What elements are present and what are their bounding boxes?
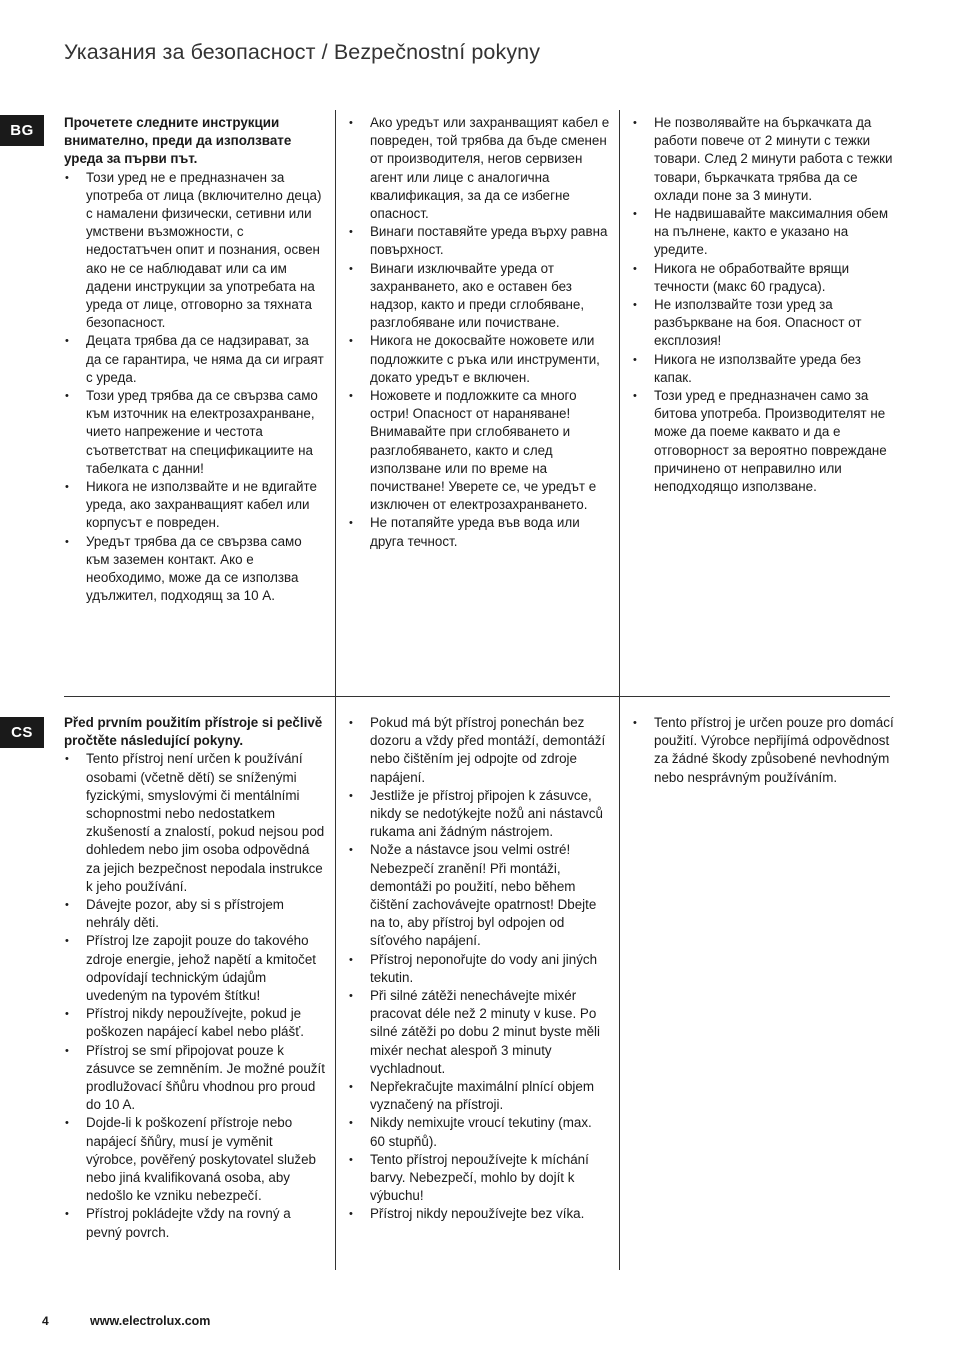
instruction-item: • Не потапяйте уреда във вода или друга течност. <box>348 514 610 550</box>
bg-intro-text: Прочетете следните инструкции внимателно, преди да използвате уреда за първи път. <box>64 115 292 167</box>
instruction-item: • Този уред трябва да се свързва само към източник на електрозахранване, чието напрежение и честота съответстват на спецификациите на табелката с данни! <box>64 387 326 478</box>
bg-instructions-list-2 <box>348 114 610 551</box>
instruction-item: • Nože a nástavce jsou velmi ostré! Nebezpečí zranění! Při montáži, demontáži po použití, nebo během čištění zachovávejte opatrnost! Dbejte na to, aby přístroj byl odpojen od síťového napájení. <box>348 841 610 950</box>
instruction-item: • Jestliže je přístroj připojen k zásuvce, nikdy se nedotýkejte nožů ani nástavců rukama ani žádným nástrojem. <box>348 787 610 842</box>
column-divider <box>335 696 336 1270</box>
footer-url: www.electrolux.com <box>90 1314 211 1328</box>
column-divider <box>335 110 336 696</box>
cs-intro-text: Před prvním použitím přístroje si pečlivě pročtěte následující pokyny. <box>64 715 323 749</box>
instruction-item: • Přístroj nikdy nepoužívejte, pokud je poškozen napájecí kabel nebo plášť. <box>64 1005 326 1041</box>
instruction-item: • Nepřekračujte maximální plnící objem vyznačený na přístroji. <box>348 1078 610 1114</box>
bg-column-3 <box>632 114 894 496</box>
instruction-item: • Tento přístroj není určen k používání osobami (včetně dětí) se sníženými fyzickými, smyslovými či mentálními schopnostmi nebo nedostatkem zkušeností a znalostí, pokud nejsou pod dohledem nebo jim osoba odpovědná za jejich bezpečnost nepodala instrukce k jeho používání. <box>64 750 326 896</box>
bg-instructions-list-3 <box>632 114 894 496</box>
instruction-item: • Přístroj se smí připojovat pouze k zásuvce se zemněním. Je možné použít prodlužovací šňůru vhodnou pro proud do 10 A. <box>64 1042 326 1115</box>
instruction-item: • Никога не използвайте уреда без капак. <box>632 351 894 387</box>
instruction-item: • Tento přístroj nepoužívejte k míchání barvy. Nebezpečí, mohlo by dojít k výbuchu! <box>348 1151 610 1206</box>
instruction-item: • Dávejte pozor, aby si s přístrojem nehrály děti. <box>64 896 326 932</box>
instruction-item: • Přístroj lze zapojit pouze do takového zdroje energie, jehož napětí a kmitočet odpovídají technickým údajům uvedeným na typovém štítku! <box>64 932 326 1005</box>
language-badge-cs: CS <box>0 717 44 748</box>
cs-instructions-list-2 <box>348 714 610 1224</box>
instruction-item: • Винаги изключвайте уреда от захранването, ако е оставен без надзор, както и преди сглобяване, разглобяване или почистване. <box>348 260 610 333</box>
instruction-item: • Този уред не е предназначен за употреба от лица (включително деца) с намалени физически, сетивни или умствени възможности, с недостатъчен опит и познания, освен ако не се наблюдават или са им дадени инструкции за употребата на уреда от лице, отговорно за тяхната безопасност. <box>64 169 326 333</box>
cs-instructions-list-3 <box>632 714 894 787</box>
cs-column-2 <box>348 714 610 1224</box>
column-divider <box>619 696 620 1270</box>
instruction-item: • Přístroj nikdy nepoužívejte bez víka. <box>348 1205 610 1223</box>
column-divider <box>619 110 620 696</box>
instruction-item: • Уредът трябва да се свързва само към заземен контакт. Ако е необходимо, може да се използва удължител, подходящ за 10 А. <box>64 533 326 606</box>
instruction-item: • Nikdy nemixujte vroucí tekutiny (max. 60 stupňů). <box>348 1114 610 1150</box>
instruction-item: • Този уред е предназначен само за битова употреба. Производителят не може да поеме каквато и да е отговорност за вероятно повреждане причинено от неправилно или неподходящо използване. <box>632 387 894 496</box>
bg-column-1 <box>64 114 326 605</box>
instruction-item: • Винаги поставяйте уреда върху равна повърхност. <box>348 223 610 259</box>
bg-instructions-list-1 <box>64 169 326 606</box>
cs-column-3 <box>632 714 894 787</box>
instruction-item: • Ножовете и подложките са много остри! Опасност от нараняване! Внимавайте при сглобяването и разглобяването, както и след използване или по време на почистване! Уверете се, че уредът е изключен от електрозахранването. <box>348 387 610 514</box>
instruction-item: • Никога не обработвайте врящи течности (макс 60 градуса). <box>632 260 894 296</box>
instruction-item: • Při silné zátěži nenechávejte mixér pracovat déle než 2 minuty v kuse. Po silné zátěži po dobu 2 minut byste měli mixér nechat alespoň 3 minuty vychladnout. <box>348 987 610 1078</box>
instruction-item: • Pokud má být přístroj ponechán bez dozoru a vždy před montáží, demontáží nebo čištěním jej odpojte od zdroje napájení. <box>348 714 610 787</box>
instruction-item: • Никога не докосвайте ножовете или подложките с ръка или инструменти, докато уредът е включен. <box>348 332 610 387</box>
language-badge-bg: BG <box>0 115 44 146</box>
cs-column-1 <box>64 714 326 1242</box>
section-divider <box>64 696 890 697</box>
instruction-item: • Децата трябва да се надзирават, за да се гарантира, че няма да си играят с уреда. <box>64 332 326 387</box>
page-number: 4 <box>42 1314 49 1328</box>
cs-instructions-list-1 <box>64 750 326 1241</box>
instruction-item: • Ако уредът или захранващият кабел е повреден, той трябва да бъде сменен от производителя, негов сервизен агент или лице с аналогична квалификация, за да се избегне опасност. <box>348 114 610 223</box>
instruction-item: • Не надвишавайте максималния обем на пълнене, както е указано на уредите. <box>632 205 894 260</box>
page-title: Указания за безопасност / Bezpečnostní pokyny <box>64 40 541 64</box>
instruction-item: • Не използвайте този уред за разбъркване на боя. Опасност от експлозия! <box>632 296 894 351</box>
instruction-item: • Tento přístroj je určen pouze pro domácí použití. Výrobce nepřijímá odpovědnost za žádné škody způsobené nevhodným nebo nesprávným používáním. <box>632 714 894 787</box>
instruction-item: • Přístroj neponořujte do vody ani jiných tekutin. <box>348 951 610 987</box>
bg-column-2 <box>348 114 610 551</box>
instruction-item: • Dojde-li k poškození přístroje nebo napájecí šňůry, musí je vyměnit výrobce, pověřený poskytovatel služeb nebo jiná kvalifikovaná osoba, aby nedošlo ke vzniku nebezpečí. <box>64 1114 326 1205</box>
instruction-item: • Никога не използвайте и не вдигайте уреда, ако захранващият кабел или корпусът е повреден. <box>64 478 326 533</box>
instruction-item: • Не позволявайте на бъркачката да работи повече от 2 минути с тежки товари. След 2 минути работа с тежки товари, бъркачката трябва да се охлади поне за 3 минути. <box>632 114 894 205</box>
instruction-item: • Přístroj pokládejte vždy na rovný a pevný povrch. <box>64 1205 326 1241</box>
